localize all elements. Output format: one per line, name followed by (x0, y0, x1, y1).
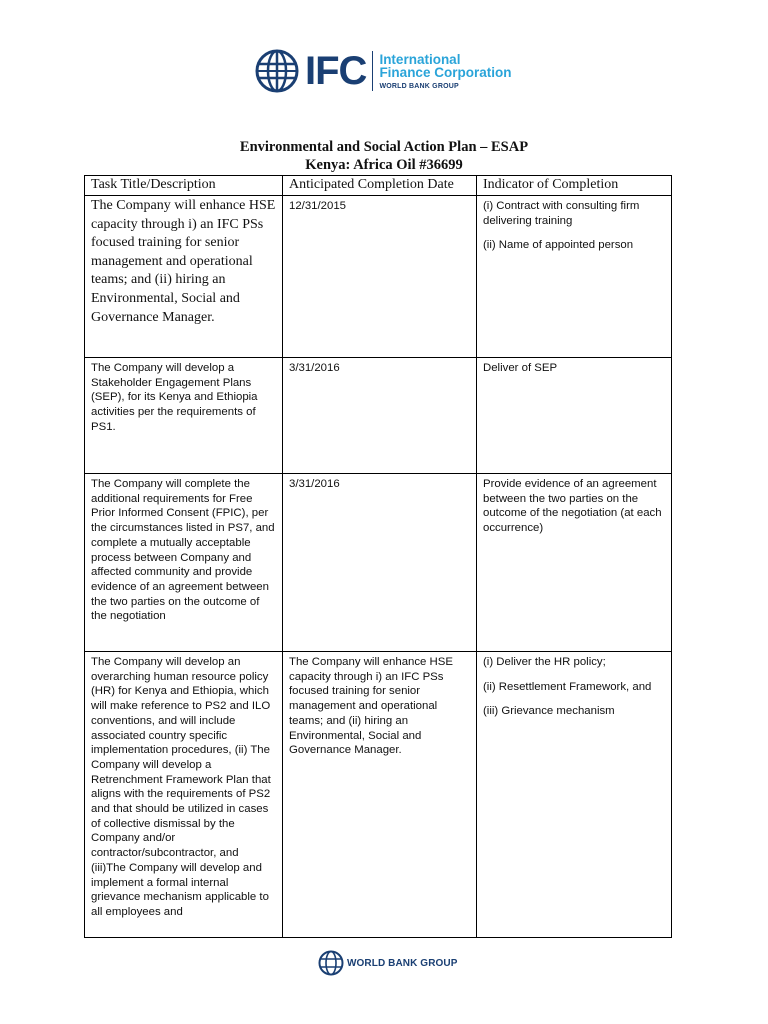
logo-divider (372, 51, 373, 91)
date-cell: The Company will enhance HSE capacity through i) an IFC PSs focused training for senior management and operational teams; and (ii) hiring an Environmental, Social and Governance Manager. (283, 652, 477, 938)
indicator-item: Provide evidence of an agreement between the two parties on the outcome of the negotiation (at each occurrence) (483, 478, 662, 535)
header-date: Anticipated Completion Date (283, 176, 477, 196)
table-row (85, 652, 672, 938)
header-task: Task Title/Description (85, 176, 283, 196)
indicator-item: Deliver of SEP (483, 362, 558, 374)
indicator-item: (i) Contract with consulting firm delivering training (483, 200, 640, 227)
indicator-item: (ii) Resettlement Framework, and (483, 680, 652, 693)
ifc-logo (255, 46, 515, 96)
document-title: Environmental and Social Action Plan – ESAP (239, 139, 529, 155)
globe-icon (318, 950, 344, 976)
document-subtitle: Kenya: Africa Oil #36699 (305, 157, 463, 173)
indicator-cell (477, 652, 672, 938)
table-row (85, 474, 672, 652)
esap-table (84, 175, 672, 938)
footer-logo-text: WORLD BANK GROUP (347, 957, 458, 969)
header-indicator: Indicator of Completion (477, 176, 672, 196)
logo-name (379, 53, 511, 90)
indicator-item: (iii) Grievance mechanism (483, 705, 615, 718)
indicator-item: (ii) Name of appointed person (483, 239, 634, 252)
ifc-abbr: IFC (305, 49, 367, 93)
logo-line-1: International (379, 51, 461, 67)
table-row (85, 196, 672, 358)
indicator-cell (477, 196, 672, 358)
table-row (85, 358, 672, 474)
logo-line-2: Finance Corporation (379, 65, 512, 80)
date-cell: 3/31/2016 (283, 358, 477, 474)
task-cell: The Company will develop a Stakeholder Engagement Plans (SEP), for its Kenya and Ethiopia activities per the requirements of PS1. (85, 358, 283, 474)
task-cell: The Company will enhance HSE capacity through i) an IFC PSs focused training for senior management and operational teams; and (ii) hiring an Environmental, Social and Governance Manager. (85, 196, 283, 358)
footer-logo (318, 950, 457, 976)
task-cell: The Company will complete the additional requirements for Free Prior Informed Consent (FPIC), per the circumstances listed in PS7, and complete a mutually acceptable process between Company and affected community and provide evidence of an agreement between the two parties on the outcome of the negotiation (85, 474, 283, 652)
logo-line-3: WORLD BANK GROUP (379, 82, 459, 90)
globe-icon (255, 49, 299, 93)
table-header-row (85, 176, 672, 196)
date-cell: 12/31/2015 (283, 196, 477, 358)
task-cell: The Company will develop an overarching human resource policy (HR) for Kenya and Ethiopia, which will make reference to PS2 and ILO conventions, and will include associated country specific implementation procedures, (ii) The Company will develop a Retrenchment Framework Plan that aligns with the requirements of PS2 and that should be utilized in cases of collective dismissal by the Company and/or contractor/subcontractor, and (iii)The Company will develop and implement a formal internal grievance mechanism applicable to all employees and (85, 652, 283, 938)
indicator-cell (477, 474, 672, 652)
indicator-item: (i) Deliver the HR policy; (483, 656, 606, 668)
indicator-cell (477, 358, 672, 474)
date-cell: 3/31/2016 (283, 474, 477, 652)
